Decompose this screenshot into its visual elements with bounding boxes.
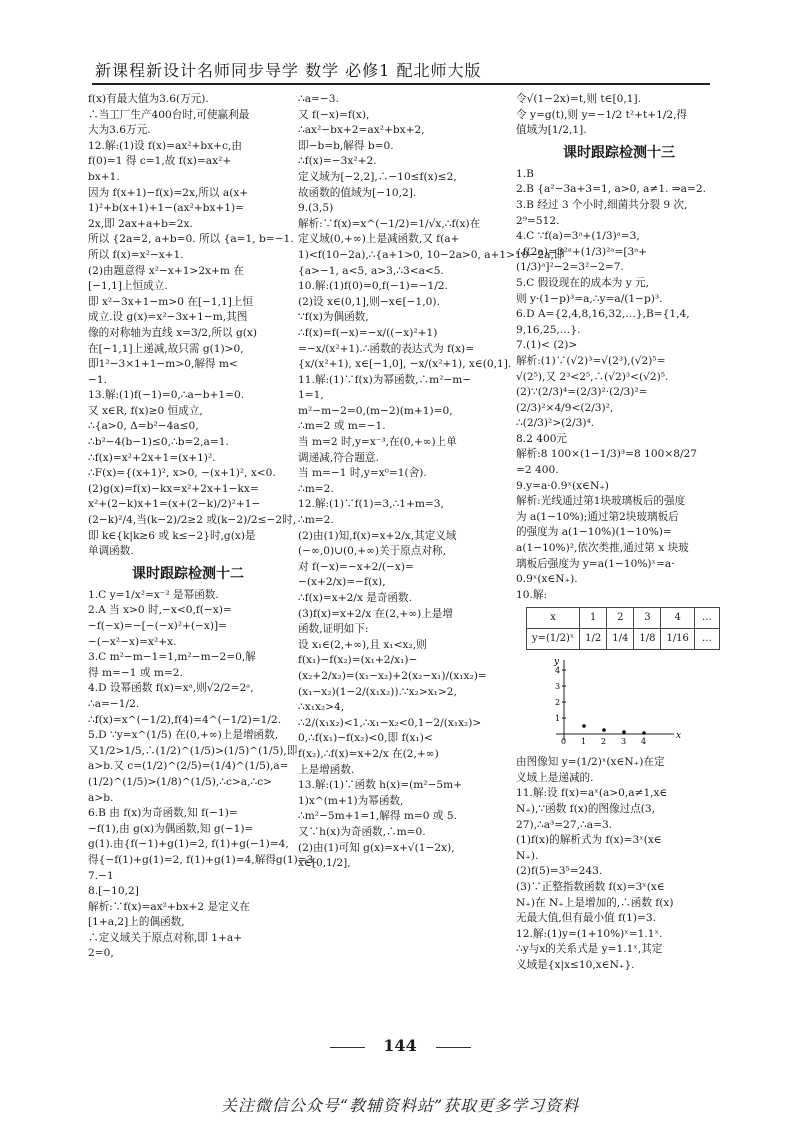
text-line: 9,16,25,…}. — [516, 323, 581, 336]
x-tick-label: 3 — [621, 736, 627, 746]
text-line: 璃板后强度为 y=a(1−10%)ˣ=a· — [516, 557, 675, 570]
text-line: (x₁−x₂)(1−2/(x₁x₂)).∵x₂>x₁>2, — [298, 685, 457, 698]
text-line: 义域上是递减的. — [516, 771, 594, 784]
text-line: 解析:光线通过第1块玻璃板后的强度 — [516, 495, 686, 508]
text-line: 无最大值,但有最小值 f(1)=3. — [516, 912, 656, 925]
table-row-label: y=(1/2)ˣ — [527, 629, 580, 650]
data-point — [642, 731, 646, 735]
text-line: 上是增函数. — [298, 763, 355, 776]
text-line: (1/2)^(1/5)>(1/8)^(1/5),∴c>a,∴c> — [88, 775, 273, 788]
text-line: 3.B 经过 3 个小时,细菌共分裂 9 次, — [516, 198, 688, 211]
text-line: 7.−1 — [88, 869, 114, 882]
text-line: (2)由(1)可知 g(x)=x+√(1−2x), — [298, 841, 455, 854]
text-line: 调递减,符合题意. — [298, 451, 379, 464]
text-line: 13.解:(1)f(−1)=0,∴a−b+1=0. — [88, 389, 245, 402]
text-line: 所以 {2a=2, a+b=0. 所以 {a=1, b=−1. — [88, 233, 294, 246]
text-line: 得{−f(1)+g(1)=2, f(1)+g(1)=4,解得g(1)=3. — [88, 853, 317, 866]
text-line: 5.C 假设现在的成本为 y 元, — [516, 276, 650, 289]
answers-block-top — [88, 92, 297, 560]
x-tick-label: 1 — [581, 736, 587, 746]
table-header-cell: 4 — [661, 608, 694, 629]
text-line: 义域是{x|x≤10,x∈N₊}. — [516, 958, 635, 971]
text-line: bx+1. — [88, 170, 120, 183]
y-tick-label: 1 — [555, 713, 561, 723]
text-line: (2/3)²×4/9<(2/3)², — [516, 401, 614, 414]
column-right — [516, 92, 722, 974]
text-line: 0,∴f(x₁)−f(x₂)<0,即 f(x₁)< — [298, 732, 433, 745]
text-line: 对 f(−x)=−x+2/(−x)= — [298, 560, 414, 573]
text-line: √(2⁵),又 2³<2⁵,∴(√2)³<(√2)⁵. — [516, 370, 669, 383]
text-line: (2−k)²/4,当(k−2)/2≥2 或(k−2)/2≤−2时, — [88, 514, 297, 527]
text-line: 4.D 设幂函数 f(x)=xᵃ,则√2/2=2ᵃ, — [88, 682, 254, 695]
text-line: ∴f(x)=−3x²+2. — [298, 155, 377, 168]
text-line: 解析:∵f(x)=x^(−1/2)=1/√x,∴f(x)在 — [298, 217, 481, 230]
text-line: ∴F(x)={(x+1)², x>0, −(x+1)², x<0. — [88, 467, 276, 480]
text-line: 0.9ˣ(x∈N₊). — [516, 573, 578, 586]
text-line: ∴ax²−bx+2=ax²+bx+2, — [298, 124, 425, 137]
text-line: (3)f(x)=x+2/x 在(2,+∞)上是增 — [298, 607, 453, 620]
text-line: 又∵h(x)为奇函数,∴m=0. — [298, 825, 426, 838]
header-divider — [92, 83, 710, 85]
text-line: 令√(1−2x)=t,则 t∈[0,1]. — [516, 93, 641, 105]
values-table — [526, 607, 720, 649]
section-title-thirteen: 课时跟踪检测十三 — [563, 144, 675, 161]
values-table-wrap — [526, 607, 722, 649]
y-axis-label: y — [554, 656, 560, 667]
text-line: −f(−x)=−[−(−x)²+(−x)]= — [88, 620, 228, 632]
text-line: 1.C y=1/x²=x⁻² 是幂函数. — [88, 588, 219, 601]
text-line: 单调函数. — [88, 545, 134, 558]
text-line: (2)设 x∈(0,1],则−x∈[−1,0). — [298, 295, 440, 308]
x-axis-label: x — [676, 730, 682, 741]
text-line: 由图像知 y=(1/2)ˣ(x∈N₊)在定 — [516, 756, 665, 769]
text-line: N₊)在 N₊上是增加的,∴函数 f(x) — [516, 896, 674, 909]
text-line: 2x,即 2ax+a+b=2x. — [88, 217, 193, 230]
text-line: 成立.设 g(x)=x²−3x+1−m,其图 — [88, 311, 248, 324]
text-line: =2 400. — [516, 464, 559, 477]
table-header-cell: 1 — [580, 608, 607, 629]
text-line: (−∞,0)∪(0,+∞)关于原点对称, — [298, 545, 446, 558]
text-line: 的强度为 a(1−10%)(1−10%)= — [516, 526, 672, 539]
text-line: 9.y=a·0.9ˣ(x∈N₊) — [516, 479, 609, 492]
text-line: −f(1),由 g(x)为偶函数,知 g(−1)= — [88, 822, 254, 835]
text-line: =−x/(x²+1).∴函数的表达式为 f(x)= — [298, 342, 475, 355]
text-line: 6.D A={2,4,8,16,32,…},B={1,4, — [516, 308, 690, 321]
text-line: 又 f(−x)=f(x), — [298, 108, 370, 121]
text-line: (1)f(x)的解析式为 f(x)=3ˣ(x∈ — [516, 834, 662, 847]
text-line: 在[−1,1]上递减,故只需 g(1)>0, — [88, 342, 244, 355]
text-line: ∴m=2. — [298, 482, 334, 495]
text-line: 1.B — [516, 167, 534, 180]
text-line: 13.解:(1)∵函数 h(x)=(m²−5m+ — [298, 779, 463, 792]
text-line: 像的对称轴为直线 x=3/2,所以 g(x) — [88, 326, 257, 339]
text-line: (2)由题意得 x²−x+1>2x+m 在 — [88, 264, 244, 277]
answers-block-right-top — [516, 92, 722, 139]
text-line: 1)x^(m+1)为幂函数, — [298, 794, 404, 807]
text-line: 设 x₁∈(2,+∞),且 x₁<x₂,则 — [298, 638, 427, 651]
text-line: 12.解:(1)∵f(1)=3,∴1+m=3, — [298, 498, 444, 511]
text-line: g(1).由{f(−1)+g(1)=2, f(1)+g(−1)=4, — [88, 838, 289, 851]
text-line: ∴当工厂生产400台时,可使赢利最 — [88, 108, 250, 121]
table-header-cell: 3 — [634, 608, 661, 629]
text-line: 10.解: — [516, 588, 548, 601]
table-cell: 1/16 — [661, 629, 694, 650]
text-line: 定义域为[−2,2],∴−10≤f(x)≤2, — [298, 170, 457, 183]
text-line: (2)∵(2/3)⁴=(2/3)²·(2/3)²= — [516, 386, 648, 399]
text-line: 11.解:设 f(x)=aˣ(a>0,a≠1,x∈ — [516, 787, 668, 800]
text-line: 定义域(0,+∞)上是减函数,又 f(a+ — [298, 233, 460, 246]
text-line: ∴(2/3)²>(2/3)⁴. — [516, 417, 595, 430]
text-line: (1/3)ᵃ]²−2=3²−2=7. — [516, 261, 624, 274]
text-line: 3.C m²−m−1=1,m²−m−2=0,解 — [88, 651, 256, 664]
text-line: f(x)有最大值为3.6(万元). — [88, 93, 209, 105]
text-line: 8.2 400元 — [516, 432, 568, 445]
table-header-row — [527, 608, 720, 629]
text-line: ∴m=2 或 m=−1. — [298, 420, 386, 433]
text-line: N₊),∵函数 f(x)的图像过点(3, — [516, 802, 656, 815]
text-line: N₊). — [516, 849, 539, 862]
text-line: 令 y=g(t),则 y=−1/2 t²+t+1/2,得 — [516, 108, 688, 121]
text-line: 函数,证明如下: — [298, 623, 369, 636]
watermark-note: 关注微信公众号“教辅资料站”获取更多学习资料 — [220, 1096, 580, 1115]
text-line: ∴f(2a)=3²ᵃ+(1/3)²ᵃ=[3ᵃ+ — [516, 245, 648, 258]
text-line: 9.(3,5) — [298, 202, 334, 215]
text-line: ∴a=−3. — [298, 93, 339, 105]
text-line: 6.B 由 f(x)为奇函数,知 f(−1)= — [88, 807, 238, 820]
data-point — [602, 728, 606, 732]
text-line: 12.解:(1)设 f(x)=ax²+bx+c,由 — [88, 139, 242, 152]
answers-block-right-mid — [516, 167, 722, 604]
table-header-cell: 2 — [607, 608, 634, 629]
table-row — [527, 629, 720, 650]
x-tick-label: 2 — [601, 736, 607, 746]
text-line: 当 m=−1 时,y=x⁰=1(舍). — [298, 467, 427, 480]
text-line: (2)由(1)知,f(x)=x+2/x,其定义域 — [298, 529, 457, 542]
text-line: 解析:∵f(x)=ax²+bx+2 是定义在 — [88, 900, 250, 913]
answers-block-right-bottom — [516, 755, 722, 973]
text-line: 则 y·(1−p)³=a,∴y=a/(1−p)³. — [516, 292, 663, 305]
answers-block-bottom — [88, 588, 317, 962]
text-line: 2⁹=512. — [516, 214, 560, 227]
text-line: (2)g(x)=f(x)−kx=x²+2x+1−kx= — [88, 482, 259, 495]
table-cell: 1/8 — [634, 629, 661, 650]
text-line: 10.解:(1)f(0)=0,f(−1)=−1/2. — [298, 280, 448, 293]
text-line: 2=0, — [88, 947, 114, 960]
table-header-cell: … — [694, 608, 719, 629]
text-line: 12.解:(1)y=(1+10%)ˣ=1.1ˣ. — [516, 927, 663, 940]
text-line: ∴f(x)=x+2/x 是奇函数. — [298, 592, 413, 604]
section-title-twelve: 课时跟踪检测十二 — [132, 565, 244, 582]
text-line: 大为3.6万元. — [88, 124, 151, 137]
text-line: (3)∵正整指数函数 f(x)=3ˣ(x∈ — [516, 880, 665, 893]
text-line: 所以 f(x)=x²−x+1. — [88, 248, 184, 261]
text-line: ∴f(x)=x²+2x+1=(x+1)². — [88, 451, 216, 464]
data-point — [582, 724, 586, 728]
text-line: −(x+2/x)=−f(x), — [298, 576, 386, 589]
text-line: 8.[−10,2] — [88, 885, 139, 898]
text-line: ∴{a>0, Δ=b²−4a≤0, — [88, 420, 199, 433]
text-line: 解析:8 100×(1−1/3)³=8 100×8/27 — [516, 448, 698, 461]
table-cell: 1/2 — [580, 629, 607, 650]
text-line: m²−m−2=0,(m−2)(m+1)=0, — [298, 404, 453, 417]
text-line: 故函数的值域为[−10,2]. — [298, 186, 417, 199]
footer-rule-right — [436, 1047, 471, 1048]
text-line: 4.C ∵f(a)=3ᵃ+(1/3)ᵃ=3, — [516, 230, 640, 243]
text-line: {x/(x²+1), x∈[−1,0], −x/(x²+1), x∈(0,1]. — [298, 358, 512, 371]
text-line: ∴m²−5m+1=1,解得 m=0 或 5. — [298, 810, 457, 823]
table-cell: … — [694, 629, 719, 650]
text-line: ∴2/(x₁x₂)<1,∴x₁−x₂<0,1−2/(x₁x₂)> — [298, 716, 482, 729]
text-line: 1)²+b(x+1)+1−(ax²+bx+1)= — [88, 202, 245, 215]
data-point — [622, 730, 626, 734]
text-line: 即 k∈{k|k≥6 或 k≤−2}时,g(x)是 — [88, 529, 256, 542]
text-line: [−1,1]上恒成立. — [88, 280, 168, 293]
text-line: ∵f(x)为偶函数, — [298, 311, 369, 324]
text-line: ∴y与x的关系式是 y=1.1ˣ,其定 — [516, 943, 663, 956]
text-line: 值域为[1/2,1]. — [516, 124, 587, 137]
text-line: a>b. — [88, 791, 114, 804]
text-line: f(x₁)−f(x₂)=(x₁+2/x₁)− — [298, 654, 418, 667]
y-tick-label: 2 — [555, 697, 561, 707]
text-line: f(x₂),∴f(x)=x+2/x 在(2,+∞) — [298, 747, 439, 760]
text-line: f(0)=1 得 c=1,故 f(x)=ax²+ — [88, 155, 232, 168]
text-line: 又 x∈R, f(x)≥0 恒成立, — [88, 404, 203, 417]
text-line: 得 m=−1 或 m=2. — [88, 666, 183, 679]
text-line: 解析:(1)∵(√2)³=√(2³),(√2)⁵= — [516, 354, 666, 367]
text-line: ∴f(x)=x^(−1/2),f(4)=4^(−1/2)=1/2. — [88, 713, 282, 726]
table-cell: 1/4 — [607, 629, 634, 650]
text-line: 11.解:(1)∵f(x)为幂函数,∴m²−m− — [298, 373, 472, 386]
text-line: a(1−10%)²,依次类推,通过第 x 块玻 — [516, 542, 689, 555]
text-line: a>b.又 c=(1/2)^(2/5)=(1/4)^(1/5),a= — [88, 760, 289, 773]
text-line: 即1²−3×1+1−m>0,解得 m< — [88, 358, 238, 371]
page-header: 新课程新设计名师同步导学 数学 必修1 配北师大版 — [95, 61, 482, 80]
text-line: x∈[0,1/2], — [298, 857, 351, 870]
page-number: 144 — [383, 1036, 417, 1055]
text-line: 2.B {a²−3a+3=1, a>0, a≠1. ⇒a=2. — [516, 183, 706, 196]
text-line: x²+(2−k)x+1=(x+(2−k)/2)²+1− — [88, 498, 261, 511]
text-line: 1=1, — [298, 389, 324, 402]
text-line: (2)f(5)=3⁵=243. — [516, 865, 603, 878]
x-tick-label: 0 — [561, 736, 567, 746]
text-line: (x₂+2/x₂)=(x₁−x₂)+2(x₂−x₁)/(x₁x₂)= — [298, 669, 487, 682]
text-line: −(−x²−x)=x²+x. — [88, 635, 177, 648]
text-line: 5.D ∵y=x^(1/5) 在(0,+∞)上是增函数, — [88, 729, 279, 742]
text-line: 又1/2>1/5,∴(1/2)^(1/5)>(1/5)^(1/5),即 — [88, 744, 298, 757]
text-line: −1. — [88, 373, 107, 386]
table-header-cell: x — [527, 608, 580, 629]
text-line: {a>−1, a<5, a>3,∴3<a<5. — [298, 264, 444, 277]
text-line: ∴m=2. — [298, 514, 334, 527]
graph-svg — [534, 654, 684, 750]
text-line: 因为 f(x+1)−f(x)=2x,所以 a(x+ — [88, 186, 249, 199]
y-tick-label: 3 — [555, 681, 561, 691]
text-line: 2.A 当 x>0 时,−x<0,f(−x)= — [88, 604, 232, 617]
text-line: ∴f(x)=f(−x)=−x/((−x)²+1) — [298, 326, 438, 339]
text-line: ∴a=−1/2. — [88, 697, 140, 710]
x-tick-label: 4 — [641, 736, 647, 746]
text-line: ∴b²−4(b−1)≤0,∴b=2,a=1. — [88, 436, 229, 449]
text-line: [1+a,2]上的偶函数, — [88, 916, 185, 929]
text-line: 27),∴a³=27,∴a=3. — [516, 818, 613, 831]
exponential-graph — [534, 654, 722, 756]
text-line: ∴x₁x₂>4, — [298, 701, 345, 714]
text-line: 即−b=b,解得 b=0. — [298, 139, 394, 152]
text-line: 当 m=2 时,y=x⁻³,在(0,+∞)上单 — [298, 436, 457, 449]
y-tick-label: 4 — [555, 665, 561, 675]
text-line: 为 a(1−10%);通过第2块玻璃板后 — [516, 510, 679, 523]
text-line: 1)<f(10−2a),∴{a+1>0, 10−2a>0, a+1>10−2a,即 — [298, 248, 565, 261]
text-line: ∴定义域关于原点对称,即 1+a+ — [88, 931, 243, 944]
text-line: 7.(1)< (2)> — [516, 339, 578, 352]
text-line: 即 x²−3x+1−m>0 在[−1,1]上恒 — [88, 295, 254, 308]
